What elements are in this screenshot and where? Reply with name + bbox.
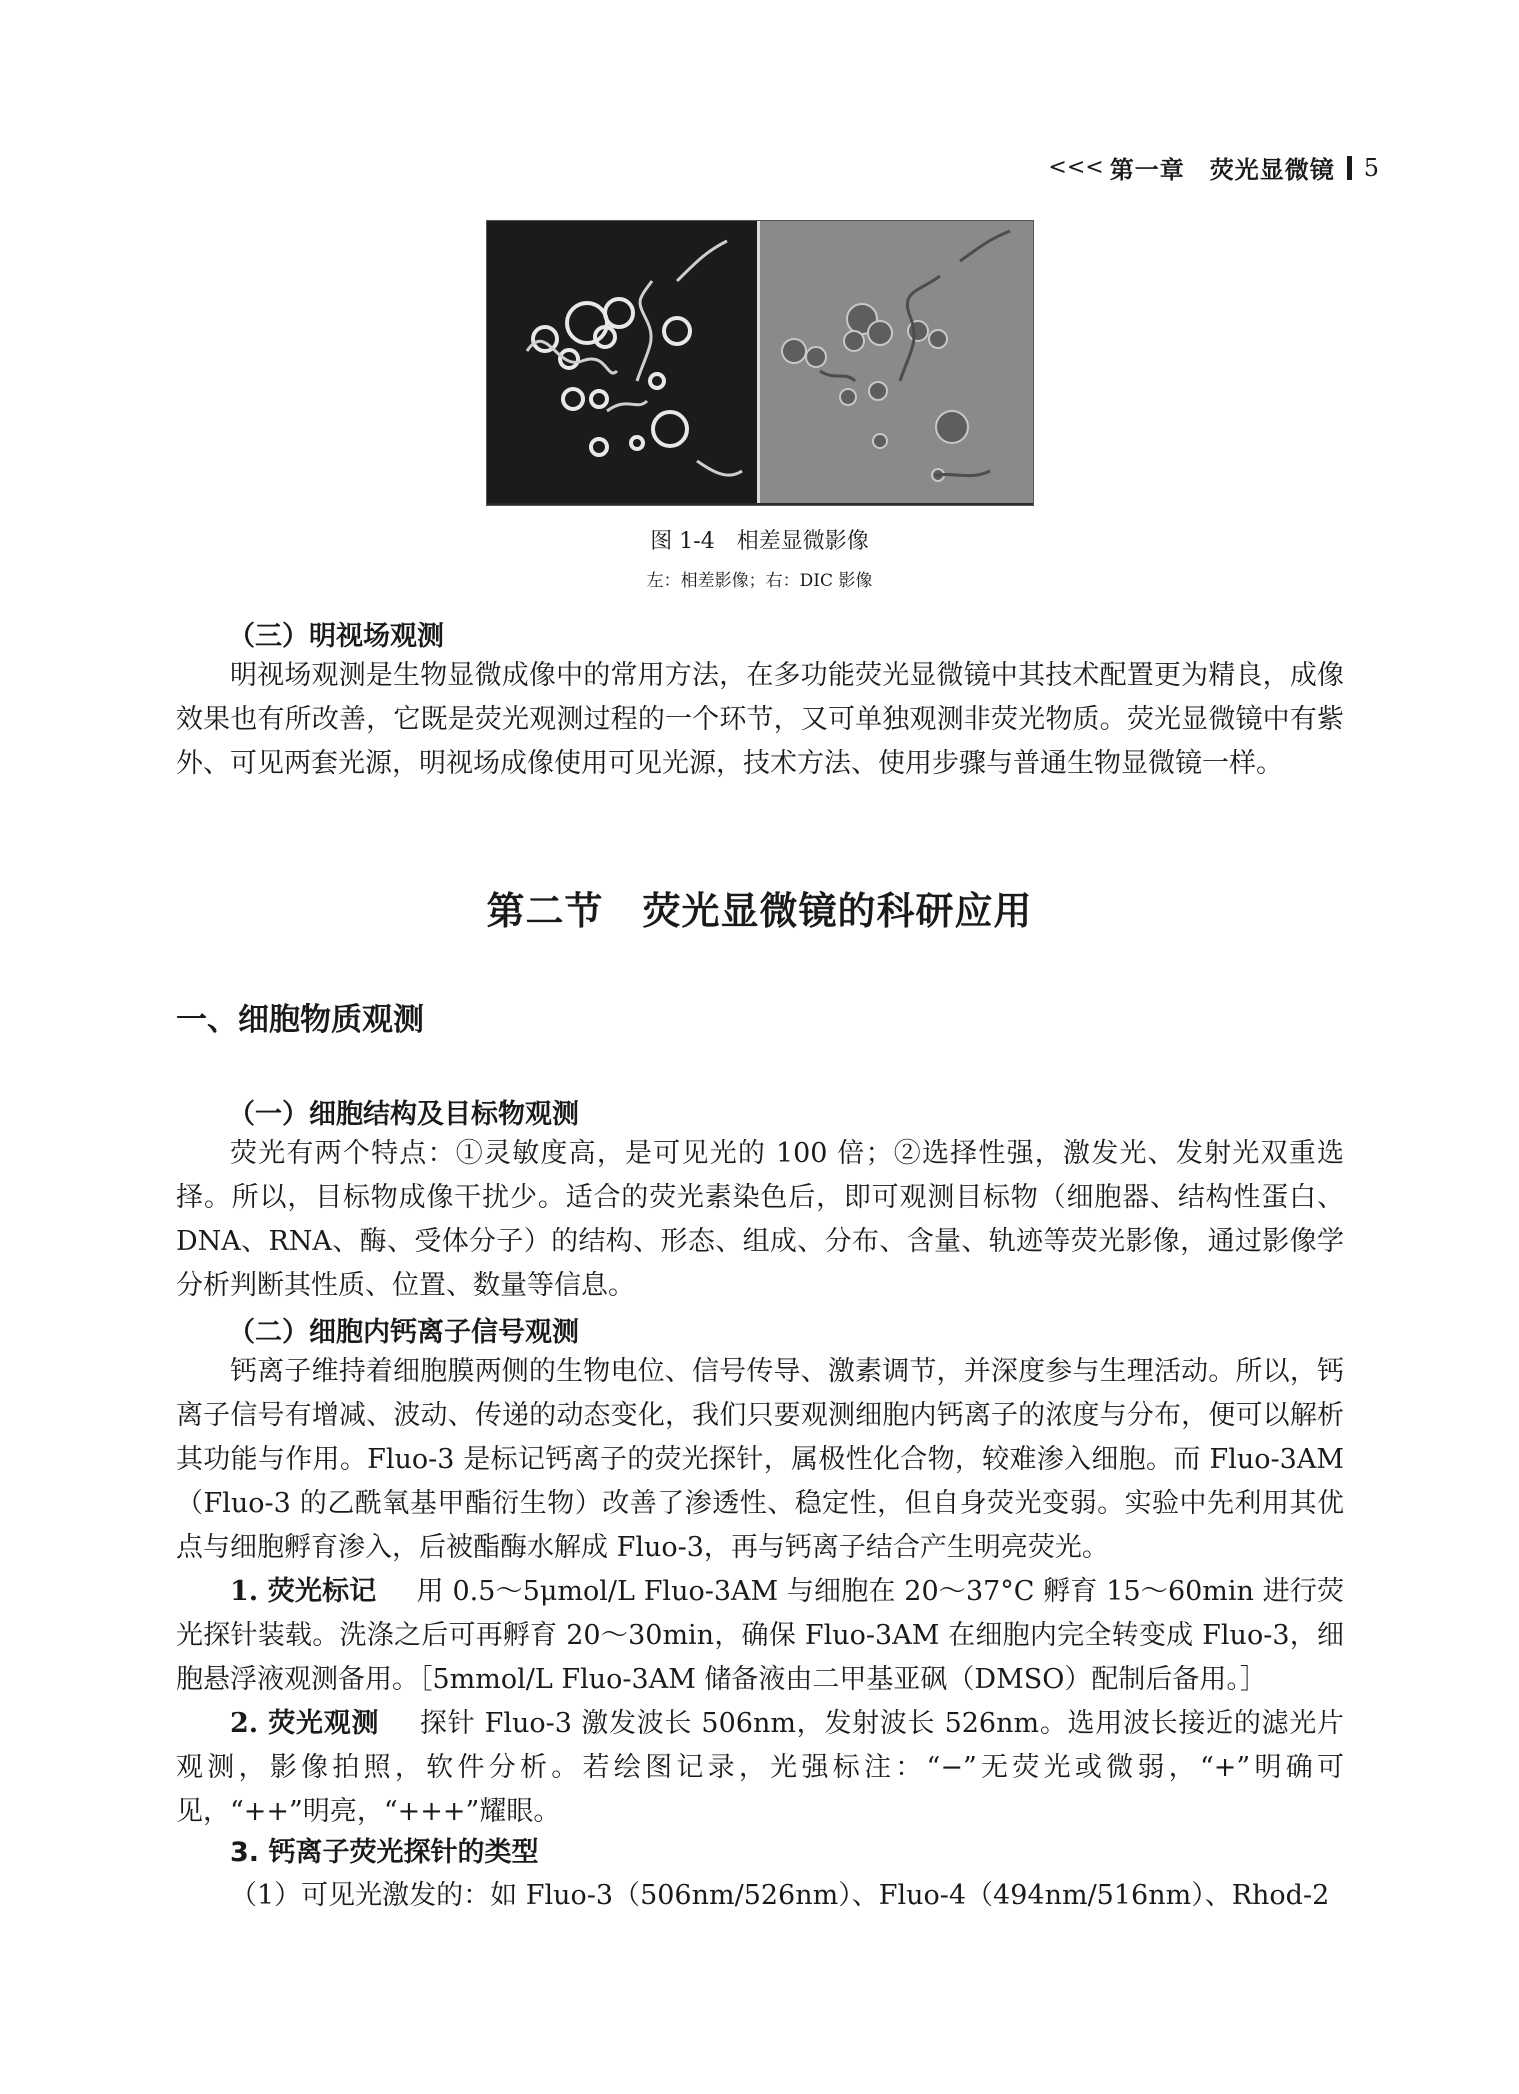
phase-contrast-cells (487, 221, 757, 503)
dic-image (760, 221, 1033, 503)
subsection-heading-cell-structure: （一）细胞结构及目标物观测 (228, 1099, 579, 1130)
microscopy-figure (486, 220, 1034, 506)
header-separator (1347, 156, 1352, 180)
chapter-title: 第一章 荧光显微镜 (1109, 156, 1335, 184)
phase-contrast-image (487, 221, 760, 503)
paragraph-probe-types: （1）可见光激发的：如 Fluo-3（506nm/526nm）、Fluo-4（494nm/516nm）、Rhod-2 (230, 1880, 1330, 1911)
item-label: 1. 荧光标记 (230, 1576, 377, 1607)
page-number: 5 (1363, 153, 1379, 182)
chevron-marker: <<< (1048, 155, 1104, 180)
figure-caption: 图 1-4 相差显微影像 (650, 529, 869, 554)
running-header (1048, 150, 1379, 185)
subsection-heading-brightfield: （三）明视场观测 (228, 621, 444, 652)
part-heading-cell-observation: 一、细胞物质观测 (176, 1002, 424, 1038)
section-title: 第二节 荧光显微镜的科研应用 (486, 888, 1033, 933)
paragraph-cell-structure: 荧光有两个特点：①灵敏度高，是可见光的 100 倍；②选择性强，激发光、发射光双重选择。所以，目标物成像干扰少。适合的荧光素染色后，即可观测目标物（细胞器、结构性蛋白、DNA、RNA、酶、受体分子）的结构、形态、组成、分布、含量、轨迹等荧光影像，通过影像学分析判断其性质、位置、数量等信息。 (176, 1138, 1344, 1301)
subsection-heading-calcium: （二）细胞内钙离子信号观测 (228, 1317, 579, 1348)
item-fluorescent-observation (176, 1702, 1344, 1834)
paragraph-brightfield: 明视场观测是生物显微成像中的常用方法，在多功能荧光显微镜中其技术配置更为精良，成像效果也有所改善，它既是荧光观测过程的一个环节，又可单独观测非荧光物质。荧光显微镜中有紫外、可见两套光源，明视场成像使用可见光源，技术方法、使用步骤与普通生物显微镜一样。 (176, 660, 1344, 779)
item-fluorescent-labeling (176, 1570, 1344, 1702)
item-heading-probe-types: 3. 钙离子荧光探针的类型 (230, 1837, 539, 1868)
item-text: 探针 Fluo-3 激发波长 506nm，发射波长 526nm。选用波长接近的滤光片观测，影像拍照，软件分析。若绘图记录，光强标注：“−”无荧光或微弱，“+”明确可见，“++”明亮，“+++”耀眼。 (176, 1708, 1344, 1827)
item-label: 2. 荧光观测 (230, 1708, 380, 1739)
figure-subcaption: 左：相差影像；右：DIC 影像 (646, 571, 873, 591)
dic-cells (760, 221, 1033, 503)
item-text: 用 0.5～5μmol/L Fluo-3AM 与细胞在 20～37°C 孵育 15～60min 进行荧光探针装载。洗涤之后可再孵育 20～30min，确保 Fluo-3AM 在细胞内完全转变成 Fluo-3，细胞悬浮液观测备用。［5mmol/L Fluo-3AM 储备液由二甲基亚砜（DMSO）配制后备用。］ (176, 1576, 1344, 1695)
paragraph-calcium: 钙离子维持着细胞膜两侧的生物电位、信号传导、激素调节，并深度参与生理活动。所以，钙离子信号有增减、波动、传递的动态变化，我们只要观测细胞内钙离子的浓度与分布，便可以解析其功能与作用。Fluo-3 是标记钙离子的荧光探针，属极性化合物，较难渗入细胞。而 Fluo-3AM（Fluo-3 的乙酰氧基甲酯衍生物）改善了渗透性、稳定性，但自身荧光变弱。实验中先利用其优点与细胞孵育渗入，后被酯酶水解成 Fluo-3，再与钙离子结合产生明亮荧光。 (176, 1356, 1344, 1563)
